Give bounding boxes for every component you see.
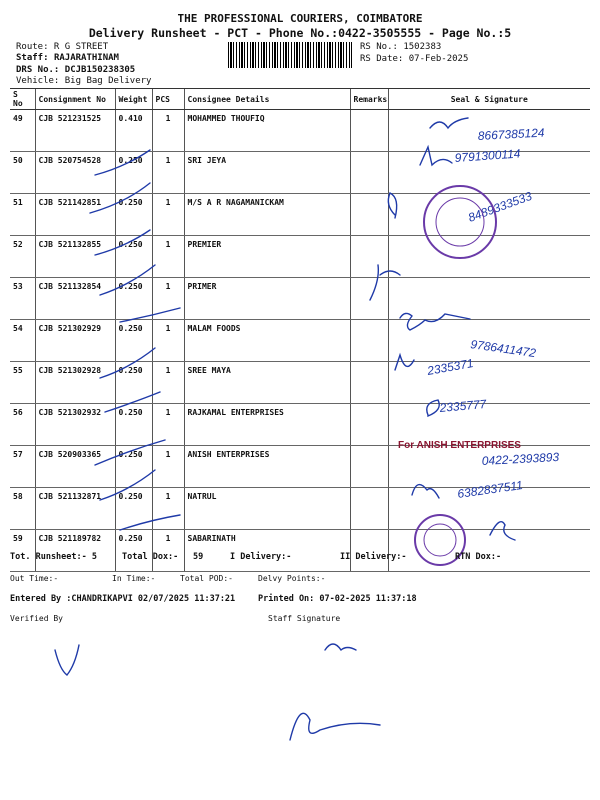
pcs-cell: 1 (152, 152, 184, 194)
consignment-cell: CJB 521189782 (35, 530, 115, 572)
consignment-cell: CJB 520903365 (35, 446, 115, 488)
signature-row-56 (427, 400, 440, 416)
sno-cell: 59 (10, 530, 35, 572)
consignment-cell: CJB 521132871 (35, 488, 115, 530)
sno-cell: 57 (10, 446, 35, 488)
tick-mark-58 (100, 470, 155, 500)
signature-row-53 (370, 265, 400, 300)
consignee-cell: RAJKAMAL ENTERPRISES (184, 404, 350, 446)
pcs-cell: 1 (152, 362, 184, 404)
consignment-cell: CJB 521132855 (35, 236, 115, 278)
pcs-cell: 1 (152, 278, 184, 320)
i-delivery: I Delivery:- (230, 552, 292, 562)
consignee-cell: SREE MAYA (184, 362, 350, 404)
consignment-cell: CJB 521132854 (35, 278, 115, 320)
total-dox-value: 59 (193, 552, 204, 562)
consignee-cell: PRIMER (184, 278, 350, 320)
tick-mark-54 (120, 308, 180, 322)
signature-row-58 (412, 485, 439, 498)
pcs-cell: 1 (152, 194, 184, 236)
anish-stamp: For ANISH ENTERPRISES (398, 440, 521, 451)
staff-label: Staff: (16, 53, 49, 63)
sno-cell: 51 (10, 194, 35, 236)
total-dox-label: Total Dox:- (122, 552, 179, 562)
handwritten-phone-4: 9786411472 (469, 337, 537, 361)
sno-cell: 56 (10, 404, 35, 446)
tick-mark-52 (95, 230, 150, 255)
runsheet-subtitle: Delivery Runsheet - PCT - Phone No.:0422-3505555 - Page No.:5 (88, 26, 512, 40)
route-label: Route: R G STREET (16, 42, 109, 52)
handwritten-phone-7: 0422-2393893 (481, 449, 560, 468)
weight-cell: 0.250 (115, 278, 152, 320)
signature-row-49 (430, 118, 468, 128)
tick-mark-50 (95, 150, 150, 175)
tot-runsheet: Tot. Runsheet:- 5 (10, 552, 97, 562)
signature-row-55 (395, 355, 414, 370)
handwritten-phone-5: 2335371 (426, 356, 475, 378)
col-seal-signature: Seal & Signature (388, 89, 590, 110)
weight-cell: 0.250 (115, 488, 152, 530)
delivery-points: Delvy Points:- (258, 574, 326, 583)
pcs-cell: 1 (152, 404, 184, 446)
company-title: THE PROFESSIONAL COURIERS, COIMBATORE (177, 12, 423, 25)
weight-cell: 0.250 (115, 404, 152, 446)
pcs-cell: 1 (152, 530, 184, 572)
total-pod: Total POD:- (180, 574, 233, 583)
consignee-cell: NATRUL (184, 488, 350, 530)
entered-by: Entered By :CHANDRIKAPVI 02/07/2025 11:37:21 (10, 594, 236, 604)
consignee-cell: SRI JEYA (184, 152, 350, 194)
consignment-cell: CJB 521302929 (35, 320, 115, 362)
pcs-cell: 1 (152, 488, 184, 530)
out-time: Out Time:- (10, 574, 59, 583)
staff-signature-label: Staff Signature (268, 614, 341, 623)
ii-delivery: II Delivery:- (340, 552, 407, 562)
sno-cell: 53 (10, 278, 35, 320)
bottom-signature (290, 713, 380, 740)
signature-row-50 (420, 147, 452, 165)
drs-label: DRS No.: (16, 65, 60, 75)
consignment-cell: CJB 521231525 (35, 110, 115, 152)
tick-mark-57 (95, 440, 165, 465)
weight-cell: 0.250 (115, 320, 152, 362)
printed-on: Printed On: 07-02-2025 11:37:18 (258, 594, 417, 604)
round-stamp-2-inner (424, 524, 456, 556)
weight-cell: 0.250 (115, 446, 152, 488)
vehicle-label: Vehicle: Big Bag Delivery (16, 76, 152, 86)
weight-cell: 0.250 (115, 236, 152, 278)
handwritten-phone-1: 8667385124 (477, 125, 545, 143)
weight-cell: 0.250 (115, 530, 152, 572)
signature-row-51 (388, 193, 396, 218)
consignment-cell: CJB 521302928 (35, 362, 115, 404)
col-pcs: PCS (152, 89, 184, 110)
weight-cell: 0.250 (115, 194, 152, 236)
consignee-cell: PREMIER (184, 236, 350, 278)
consignment-cell: CJB 521142851 (35, 194, 115, 236)
sno-cell: 54 (10, 320, 35, 362)
consignee-cell: SABARINATH (184, 530, 350, 572)
signature-row-59 (490, 522, 515, 540)
pcs-cell: 1 (152, 236, 184, 278)
round-stamp-1 (424, 186, 496, 258)
consignment-cell: CJB 520754528 (35, 152, 115, 194)
consignee-cell: ANISH ENTERPRISES (184, 446, 350, 488)
tick-mark-55 (100, 348, 155, 378)
pcs-cell: 1 (152, 320, 184, 362)
verified-by: Verified By (10, 614, 63, 623)
col-weight: Weight (115, 89, 152, 110)
handwritten-phone-6: 2335777 (439, 396, 487, 415)
sno-cell: 58 (10, 488, 35, 530)
consignee-cell: MOHAMMED THOUFIQ (184, 110, 350, 152)
consignee-cell: MALAM FOODS (184, 320, 350, 362)
tick-mark-53 (100, 265, 155, 295)
tick-mark-56 (105, 392, 160, 412)
col-consignment: Consignment No (35, 89, 115, 110)
handwritten-phone-3: 8489333533 (466, 188, 534, 225)
pcs-cell: 1 (152, 446, 184, 488)
sno-cell: 55 (10, 362, 35, 404)
signature-row-54 (400, 313, 470, 330)
weight-cell: 0.250 (115, 152, 152, 194)
handwritten-phone-2: 9791300114 (454, 146, 521, 165)
drs-number: DCJB150238305 (64, 65, 136, 75)
in-time: In Time:- (112, 574, 156, 583)
col-sno: S No (10, 89, 35, 110)
pcs-cell: 1 (152, 110, 184, 152)
weight-cell: 0.250 (115, 362, 152, 404)
rs-date: RS Date: 07-Feb-2025 (360, 54, 469, 64)
consignee-cell: M/S A R NAGAMANICKAM (184, 194, 350, 236)
col-consignee: Consignee Details (184, 89, 350, 110)
weight-cell: 0.410 (115, 110, 152, 152)
consignment-cell: CJB 521302932 (35, 404, 115, 446)
verified-signature (55, 645, 79, 675)
sno-cell: 52 (10, 236, 35, 278)
handwritten-phone-8: 6382837511 (456, 477, 524, 501)
staff-name: RAJARATHINAM (53, 53, 119, 63)
staff-signature-mark (325, 644, 356, 650)
tick-mark-59 (120, 515, 180, 530)
sno-cell: 49 (10, 110, 35, 152)
col-remarks: Remarks (350, 89, 388, 110)
rs-number: RS No.: 1502383 (360, 42, 442, 52)
tick-mark-51 (90, 183, 150, 213)
rtn-dox: RTN Dox:- (455, 552, 502, 562)
sno-cell: 50 (10, 152, 35, 194)
